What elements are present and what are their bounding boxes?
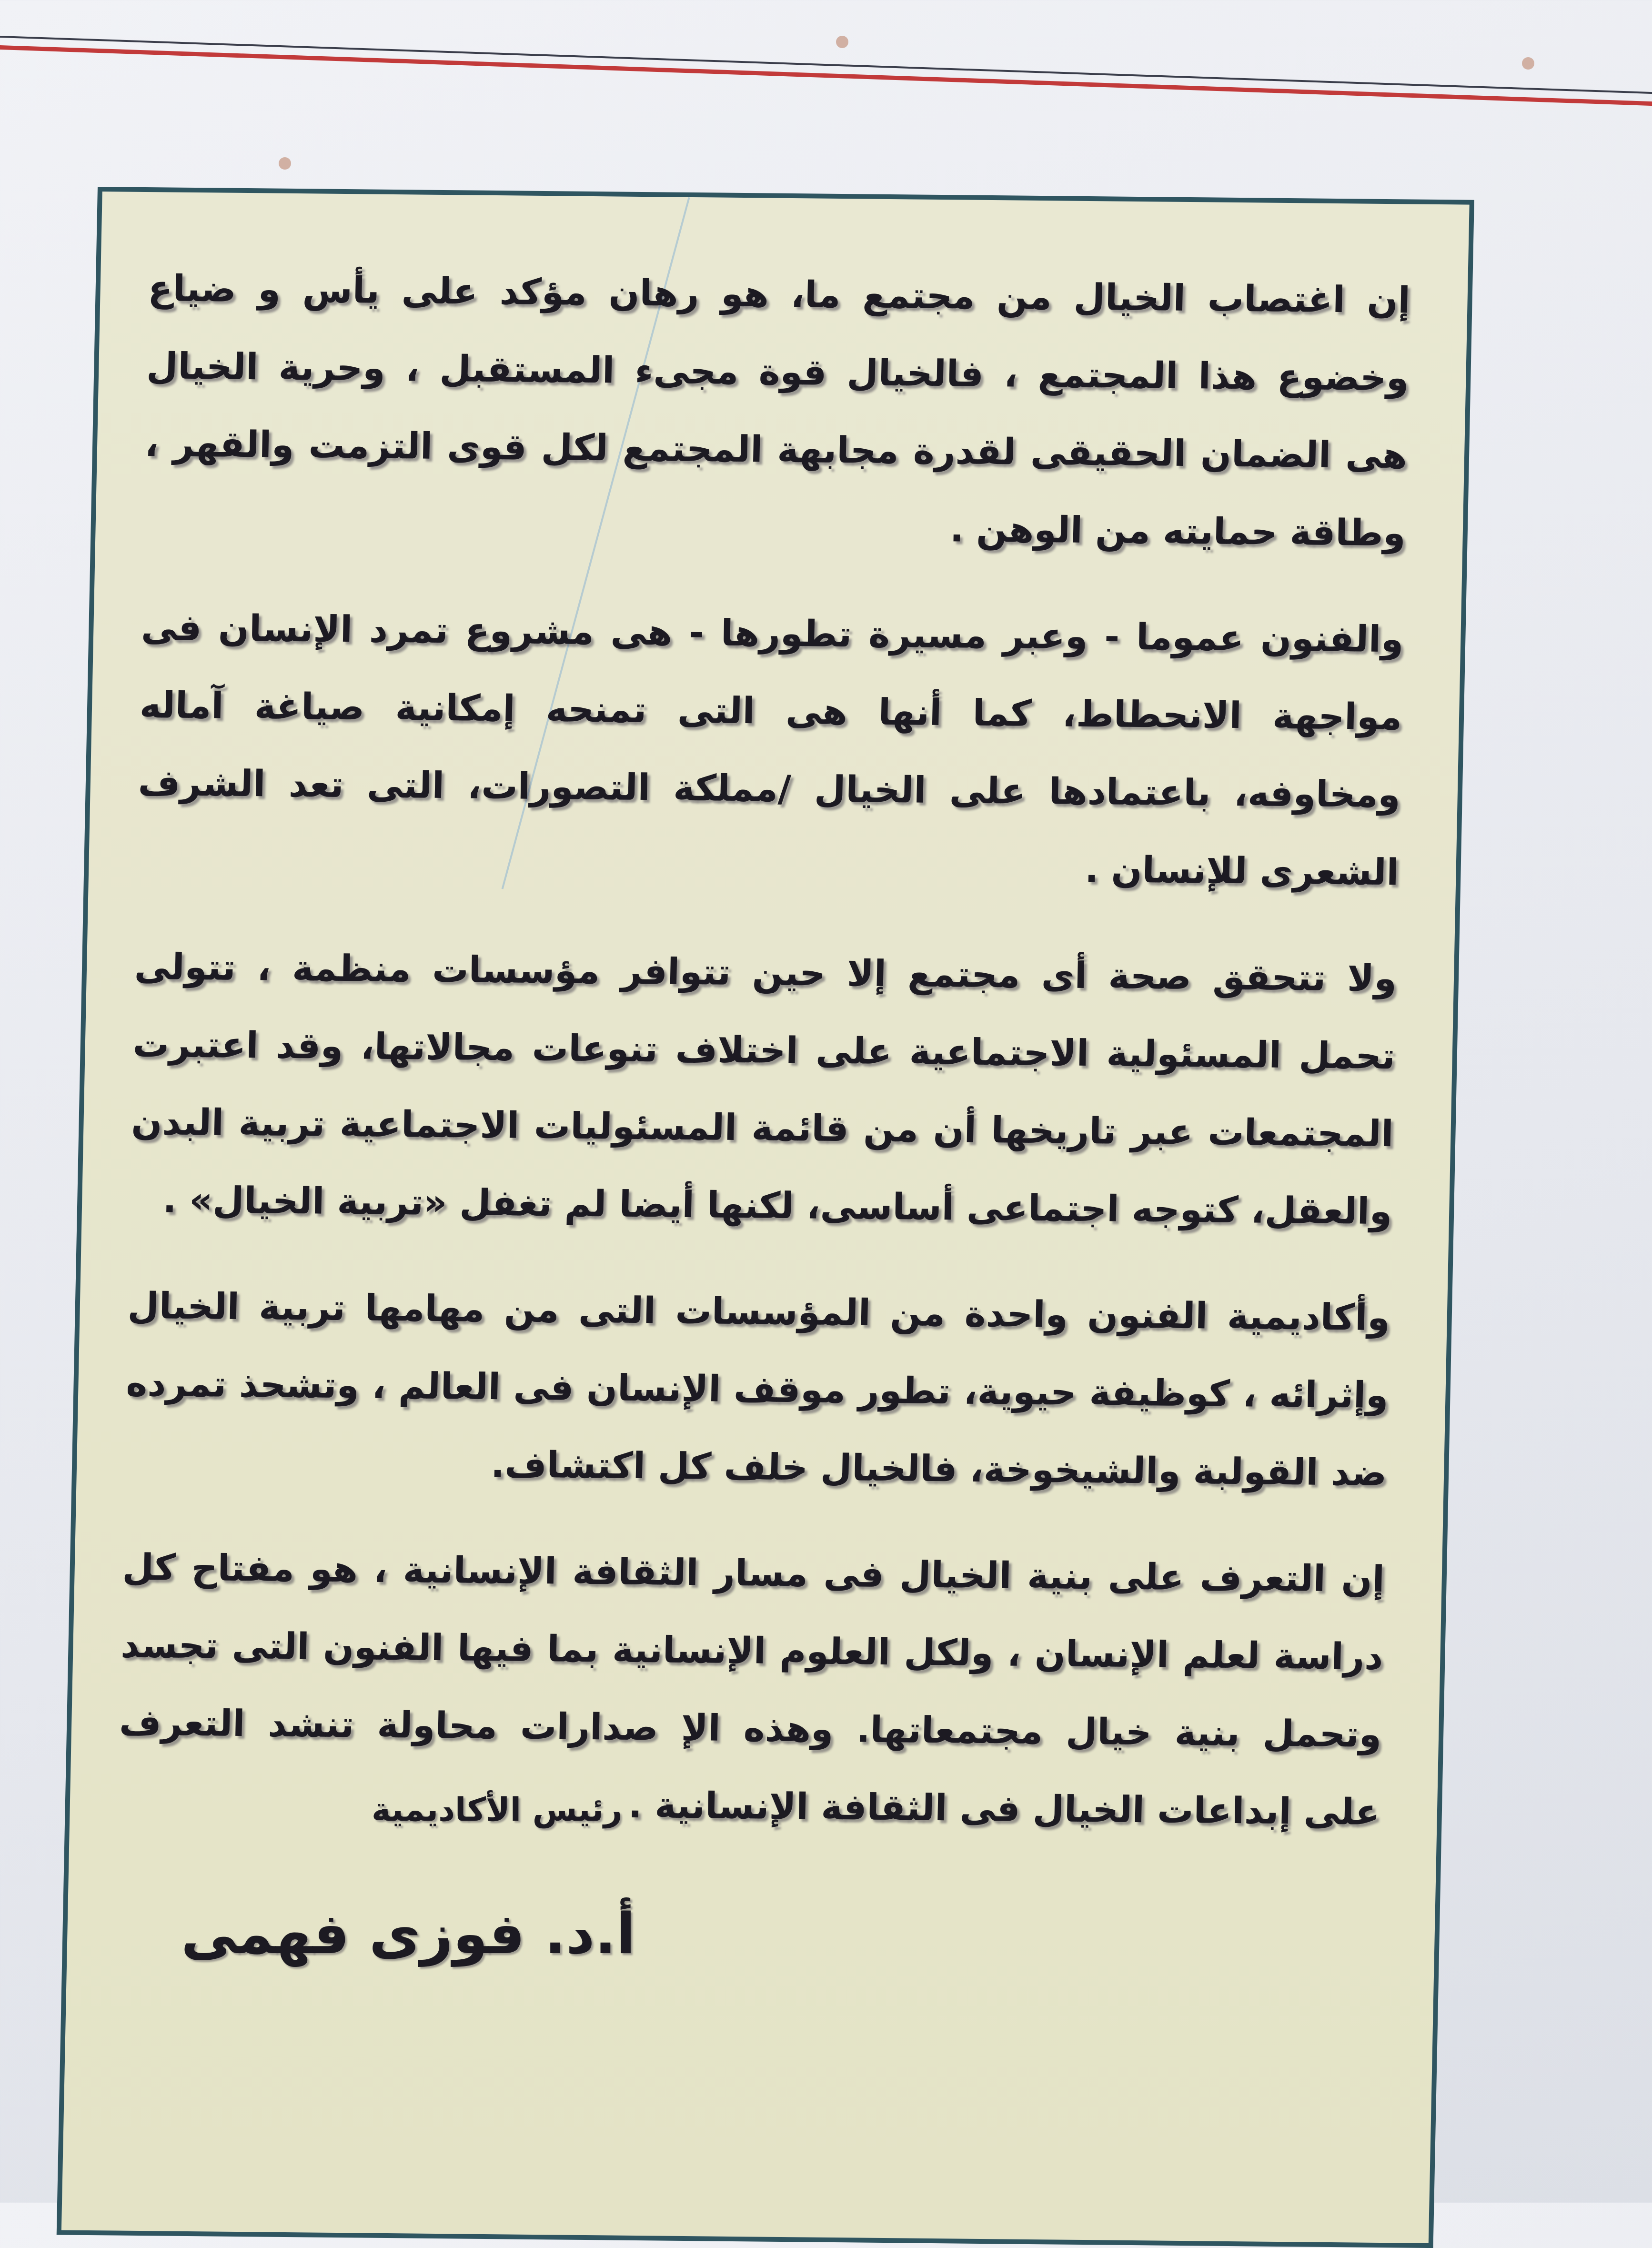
text-line: ومخاوفه، باعتمادها على الخيال /مملكة التصورات، التى تعد الشرف xyxy=(138,761,1401,816)
text-line: والعقل، كتوجه اجتماعى أساسى، لكنها أيضا لم تغفل «تربية الخيال» . xyxy=(162,1178,1393,1233)
paragraph xyxy=(117,1528,1385,1851)
top-red-line xyxy=(0,45,1652,108)
text-line: مواجهة الانحطاط، كما أنها هى التى تمنحه إمكانية صياغة آماله xyxy=(139,683,1402,738)
text-line: إن اغتصاب الخيال من مجتمع ما، هو رهان مؤكد على يأس و ضياع xyxy=(147,267,1411,322)
text-line: على إبداعات الخيال فى الثقافة الإنسانية . xyxy=(628,1783,1380,1833)
text-line: وطاقة حمايته من الوهن . xyxy=(949,507,1406,554)
text-line: إن التعرف على بنية الخيال فى مسار الثقافة الإنسانية ، هو مفتاح كل xyxy=(121,1545,1385,1601)
top-divider-line xyxy=(0,36,1652,96)
text-line: وتحمل بنية خيال مجتمعاتها. وهذه الإ صدارات محاولة تنشد التعرف xyxy=(119,1701,1382,1756)
text-line: وإثرائه ، كوظيفة حيوية، تطور موقف الإنسان فى العالم ، وتشحذ تمرده xyxy=(125,1361,1389,1417)
text-line: ضد القولبة والشيخوخة، فالخيال خلف كل اكتشاف. xyxy=(490,1443,1388,1494)
text-line: تحمل المسئولية الاجتماعية على اختلاف تنوعات مجالاتها، وقد اعتبرت xyxy=(132,1022,1396,1078)
text-line: وخضوع هذا المجتمع ، فالخيال قوة مجىء المستقبل ، وحرية الخيال xyxy=(146,344,1410,399)
text-line: والفنون عموما - وعبر مسيرة تطورها - هى مشروع تمرد الإنسان فى xyxy=(141,605,1404,661)
text-line: دراسة لعلم الإنسان ، ولكل العلوم الإنسانية بما فيها الفنون التى تجسد xyxy=(120,1623,1384,1678)
signature-title: رئيس الأكاديمية xyxy=(372,1791,623,1829)
signature-name: أ.د. فوزى فهمى xyxy=(181,1901,635,1966)
text-line: ولا تتحقق صحة أى مجتمع إلا حين تتوافر مؤسسات منظمة ، تتولى xyxy=(134,945,1397,1000)
text-line: هى الضمان الحقيقى لقدرة مجابهة المجتمع لكل قوى التزمت والقهر ، xyxy=(144,422,1408,477)
paragraph xyxy=(136,588,1404,911)
paper-spot xyxy=(1522,57,1534,70)
text-line: الشعرى للإنسان . xyxy=(1084,847,1400,894)
paragraph xyxy=(142,249,1411,572)
paragraph xyxy=(129,927,1398,1250)
text-line: المجتمعات عبر تاريخها أن من قائمة المسئوليات الاجتماعية تربية البدن xyxy=(131,1100,1394,1155)
text-line: وأكاديمية الفنون واحدة من المؤسسات التى من مهامها تربية الخيال xyxy=(127,1284,1390,1339)
paragraph xyxy=(124,1267,1391,1512)
paper-spot xyxy=(836,36,848,48)
document-body xyxy=(116,249,1411,1879)
paper-spot xyxy=(279,157,291,170)
